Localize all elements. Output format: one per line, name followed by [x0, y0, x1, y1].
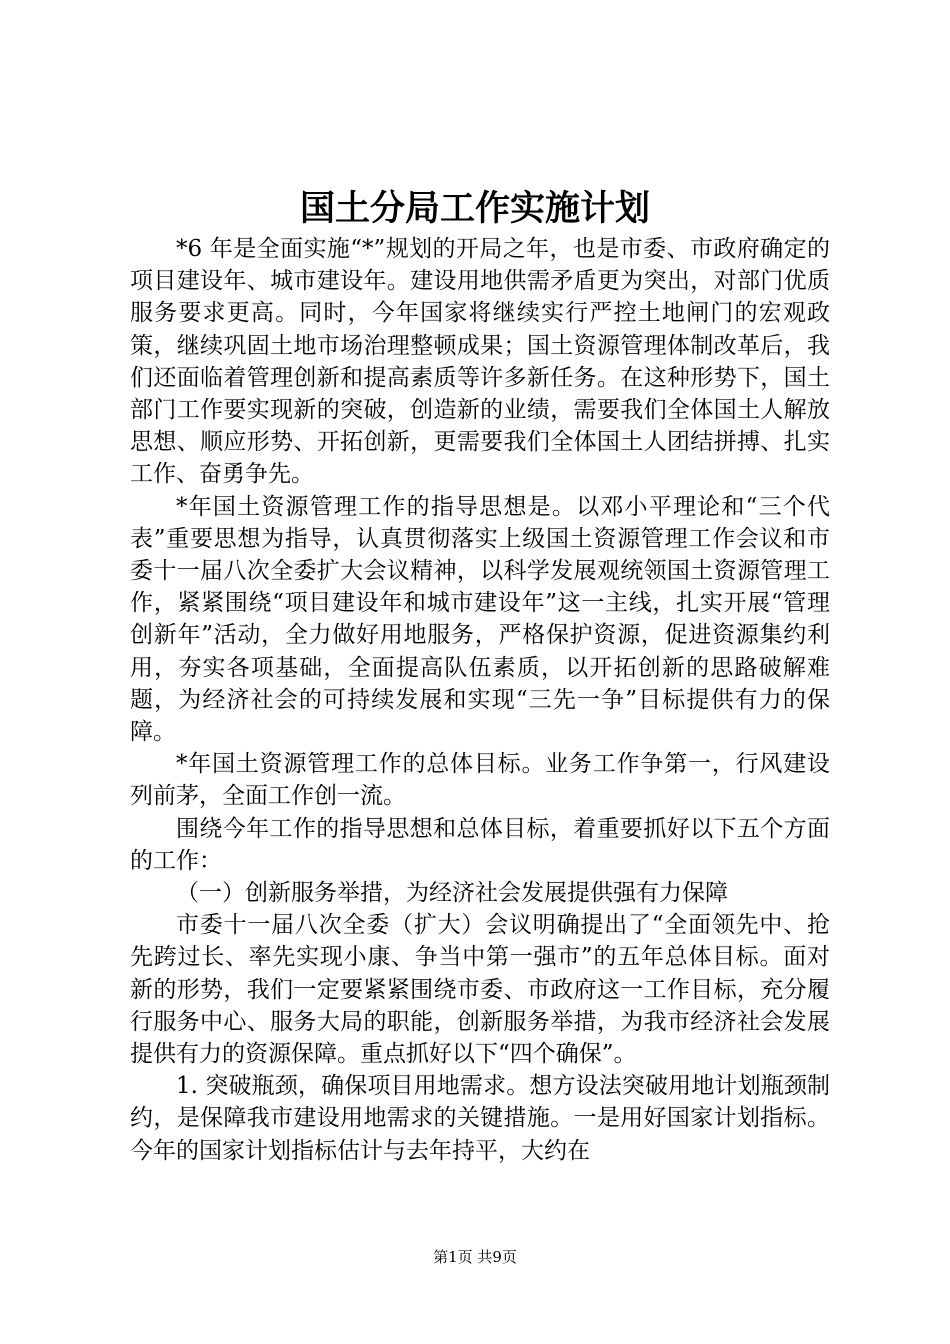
paragraph-4: 围绕今年工作的指导思想和总体目标，着重要抓好以下五个方面的工作：	[130, 815, 830, 874]
section-heading-1: （一）创新服务举措，为经济社会发展提供强有力保障	[176, 880, 728, 907]
paragraph-5: 市委十一届八次全委（扩大）会议明确提出了“全面领先中、抢先跨过长、率先实现小康、争当中第一强市”的五年总体目标。面对新的形势，我们一定要紧紧围绕市委、市政府这一工作目标，充分履行服务中心、服务大局的职能，创新服务举措，为我市经济社会发展提供有力的资源保障。重点抓好以下“四个确保”。	[130, 912, 830, 1068]
document-body	[130, 233, 830, 1167]
document-title: 国土分局工作实施计划	[299, 188, 650, 229]
paragraph-3: *年国土资源管理工作的总体目标。业务工作争第一，行风建设列前茅，全面工作创一流。	[130, 751, 830, 810]
paragraph-6: 1. 突破瓶颈，确保项目用地需求。想方设法突破用地计划瓶颈制约，是保障我市建设用地需求的关键措施。一是用好国家计划指标。今年的国家计划指标估计与去年持平，大约在	[130, 1073, 830, 1164]
page-number-footer: 第1页 共9页	[433, 1248, 517, 1266]
paragraph-2: *年国土资源管理工作的指导思想是。以邓小平理论和“三个代表”重要思想为指导，认真贯彻落实上级国土资源管理工作会议和市委十一届八次全委扩大会议精神，以科学发展观统领国土资源管理工作，紧紧围绕“项目建设年和城市建设年”这一主线，扎实开展“管理创新年”活动，全力做好用地服务，严格保护资源，促进资源集约利用，夯实各项基础，全面提高队伍素质，以开拓创新的思路破解难题，为经济社会的可持续发展和实现“三先一争”目标提供有力的保障。	[130, 493, 830, 746]
paragraph-1: *6 年是全面实施“*”规划的开局之年，也是市委、市政府确定的项目建设年、城市建设年。建设用地供需矛盾更为突出，对部门优质服务要求更高。同时，今年国家将继续实行严控土地闸门的宏观政策，继续巩固土地市场治理整顿成果；国土资源管理体制改革后，我们还面临着管理创新和提高素质等许多新任务。在这种形势下，国土部门工作要实现新的突破，创造新的业绩，需要我们全体国土人解放思想、顺应形势、开拓创新，更需要我们全体国土人团结拼搏、扎实工作、奋勇争先。	[130, 236, 830, 488]
